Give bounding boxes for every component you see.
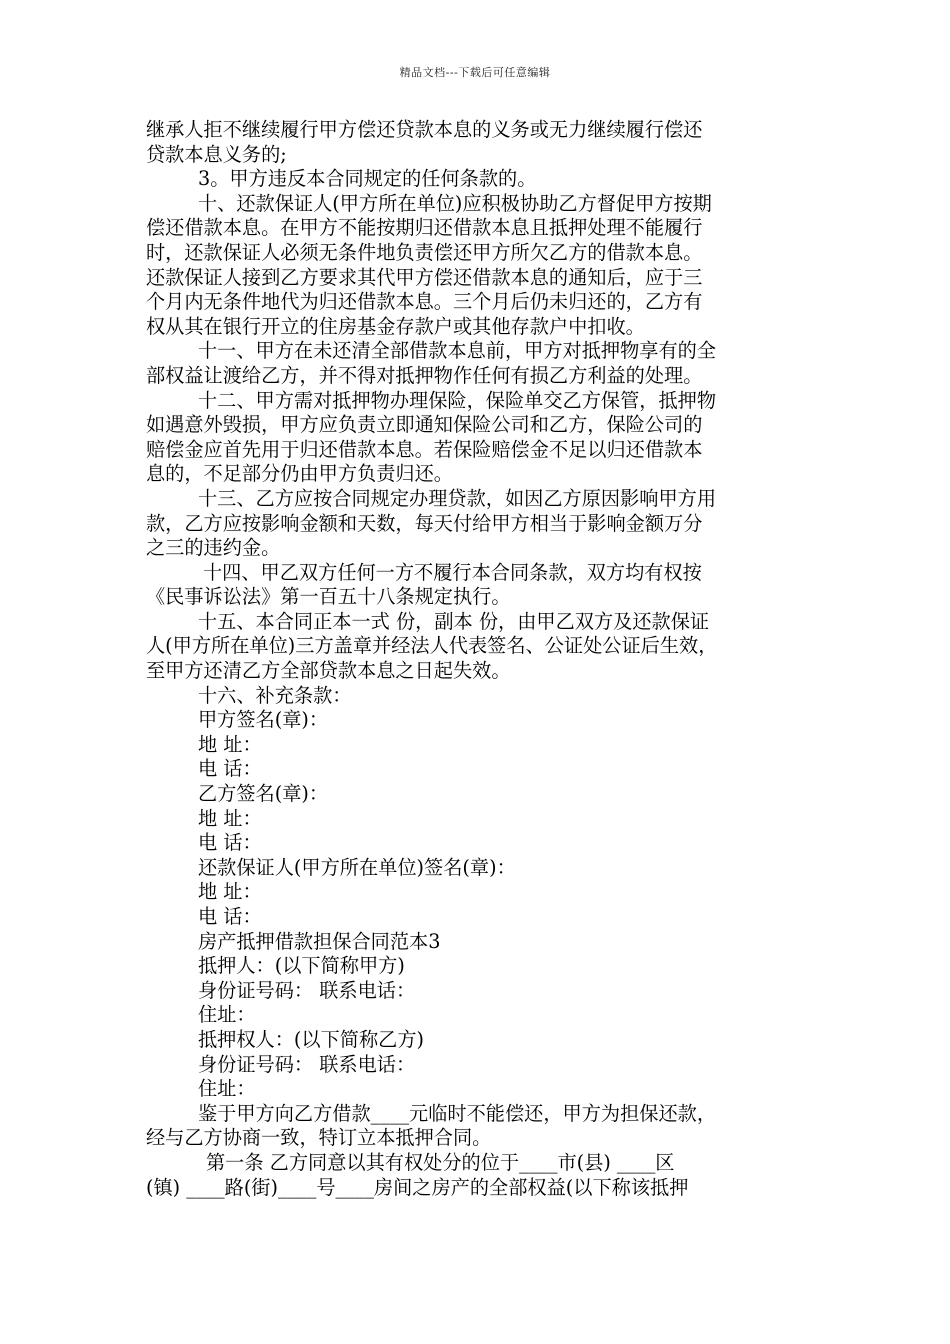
document-body <box>146 118 814 1200</box>
text-line: 还款保证人接到乙方要求其代甲方偿还借款本息的通知后，应于三 <box>146 265 703 289</box>
text-line: 地 址： <box>198 732 262 756</box>
text-line: 如遇意外毁损，甲方应负责立即通知保险公司和乙方，保险公司的 <box>146 413 703 437</box>
text-line: 3。甲方违反本合同规定的任何条款的。 <box>198 167 537 191</box>
text-line: 十五、本合同正本一式 份，副本 份，由甲乙双方及还款保证 <box>198 609 710 633</box>
page-header: 精品文档---下载后可任意编辑 <box>399 66 551 79</box>
text-line: 十六、补充条款： <box>198 683 352 707</box>
text-line: 十三、乙方应按合同规定办理贷款，如因乙方原因影响甲方用 <box>198 486 717 510</box>
text-line: 十二、甲方需对抵押物办理保险，保险单交乙方保管，抵押物 <box>198 388 717 412</box>
text-line: 人(甲方所在单位)三方盖章并经法人代表签名、公证处公证后生效， <box>146 634 718 658</box>
text-line: 房产抵押借款担保合同范本3 <box>198 929 441 953</box>
text-line: 地 址： <box>198 806 262 830</box>
text-line: 继承人拒不继续履行甲方偿还贷款本息的义务或无力继续履行偿还 <box>146 118 703 141</box>
text-line: 鉴于甲方向乙方借款____元临时不能偿还，甲方为担保还款， <box>198 1101 717 1125</box>
text-line: 款，乙方应按影响金额和天数，每天付给甲方相当于影响金额万分 <box>146 511 703 535</box>
text-line: 时，还款保证人必须无条件地负责偿还甲方所欠乙方的借款本息。 <box>146 240 703 264</box>
text-line: 十四、甲乙双方任何一方不履行本合同条款，双方均有权按 <box>203 560 702 584</box>
text-line: 之三的违约金。 <box>146 536 281 560</box>
text-line: 抵押权人：(以下简称乙方) <box>198 1027 425 1051</box>
text-line: 《民事诉讼法》第一百五十八条规定执行。 <box>146 585 511 609</box>
text-line: 住址： <box>198 1077 256 1101</box>
text-line: 赔偿金应首先用于归还借款本息。若保险赔偿金不足以归还借款本 <box>146 437 703 461</box>
text-line: 抵押人：(以下简称甲方) <box>198 954 405 978</box>
text-line: 电 话： <box>198 757 262 781</box>
text-line: 十、还款保证人(甲方所在单位)应积极协助乙方督促甲方按期 <box>198 191 712 215</box>
text-line: 身份证号码： 联系电话： <box>198 1052 416 1076</box>
text-line: 第一条 乙方同意以其有权处分的位于____市(县) ____区 <box>206 1150 675 1174</box>
text-line: 贷款本息义务的; <box>146 142 287 166</box>
text-line: 电 话： <box>198 905 262 928</box>
text-line: 息的，不足部分仍由甲方负责归还。 <box>146 462 453 486</box>
text-line: 经与乙方协商一致，特订立本抵押合同。 <box>146 1126 492 1150</box>
text-line: 至甲方还清乙方全部贷款本息之日起失效。 <box>146 659 511 683</box>
text-line: (镇) ____路(街)____号____房间之房产的全部权益(以下称该抵押 <box>146 1175 689 1199</box>
text-line: 电 话： <box>198 831 262 855</box>
text-line: 个月内无条件地代为归还借款本息。三个月后仍未归还的，乙方有 <box>146 290 703 314</box>
text-line: 乙方签名(章)： <box>198 782 329 806</box>
text-line: 部权益让渡给乙方，并不得对抵押物作任何有损乙方利益的处理。 <box>146 363 703 387</box>
text-line: 身份证号码： 联系电话： <box>198 978 416 1002</box>
text-line: 权从其在银行开立的住房基金存款户或其他存款户中扣收。 <box>146 314 645 338</box>
text-line: 地 址： <box>198 880 262 904</box>
text-line: 住址： <box>198 1003 256 1027</box>
text-line: 还款保证人(甲方所在单位)签名(章)： <box>198 855 516 879</box>
text-line: 偿还借款本息。在甲方不能按期归还借款本息且抵押处理不能履行 <box>146 216 703 240</box>
text-line: 甲方签名(章)： <box>198 708 329 732</box>
text-line: 十一、甲方在未还清全部借款本息前，甲方对抵押物享有的全 <box>198 339 717 363</box>
